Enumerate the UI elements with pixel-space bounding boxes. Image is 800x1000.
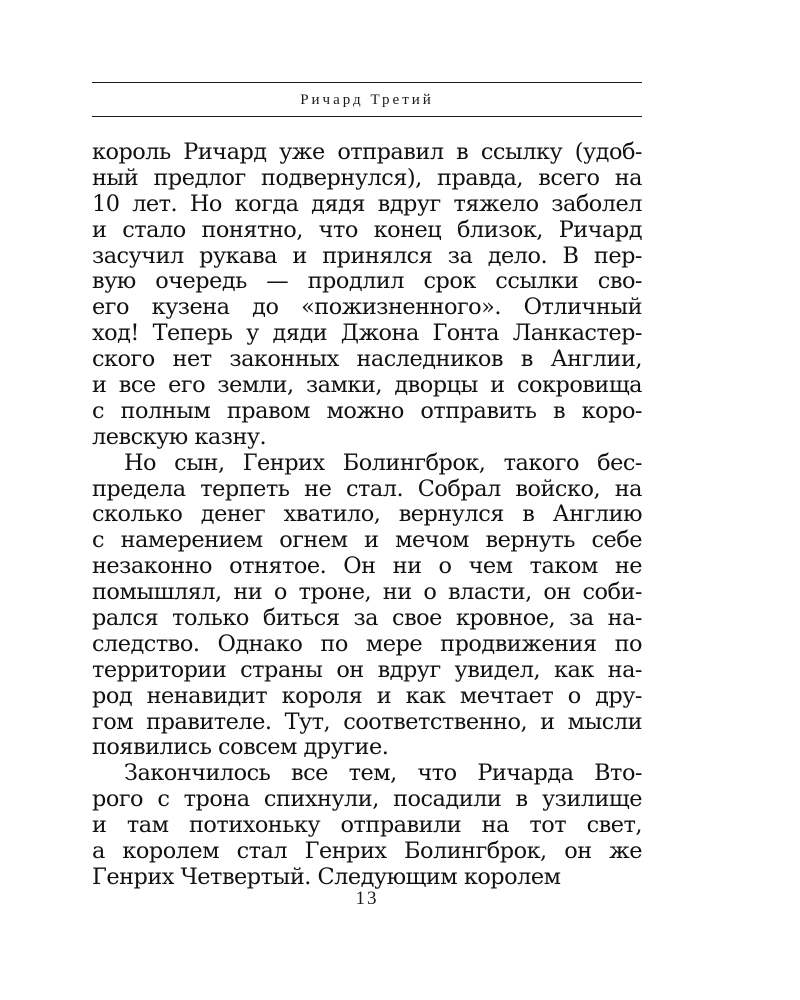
- text-line: его кузена до «пожизненного». Отличный: [92, 294, 642, 321]
- header-rule-top: [92, 82, 642, 83]
- paragraph: [92, 451, 642, 762]
- text-line: следство. Однако по мере продвижения по: [92, 630, 642, 657]
- text-line: засучил рукава и принялся за дело. В пер-: [92, 242, 642, 269]
- text-line: ход! Теперь у дяди Джона Гонта Ланкастер-: [92, 320, 642, 347]
- text-line: и все его земли, замки, дворцы и сокровища: [92, 372, 642, 399]
- body-text: [92, 140, 642, 891]
- text-line: сколько денег хватило, вернулся в Англию: [92, 501, 642, 528]
- text-line: и стало понятно, что конец близок, Ричард: [92, 216, 642, 243]
- text-line: рого с трона спихнули, посадили в узилище: [92, 786, 642, 813]
- text-line: левскую казну.: [92, 423, 267, 450]
- text-line: территории страны он вдруг увидел, как на-: [92, 656, 642, 683]
- text-line: предела терпеть не стал. Собрал войско, на: [92, 475, 642, 502]
- text-line: с намерением огнем и мечом вернуть себе: [92, 527, 642, 554]
- text-line: ный предлог подвернулся), правда, всего на: [92, 164, 642, 191]
- paragraph: [92, 761, 642, 890]
- page-number: 13: [355, 888, 379, 909]
- text-line: Генрих Четвертый. Следующим королем: [92, 863, 561, 890]
- header-rule-bottom: [92, 116, 642, 117]
- text-line: вую очередь — продлил срок ссылки сво-: [92, 268, 642, 295]
- text-line: ского нет законных наследников в Англии,: [92, 346, 642, 373]
- text-line: незаконно отнятое. Он ни о чем таком не: [92, 553, 642, 580]
- text-line: 10 лет. Но когда дядя вдруг тяжело заболел: [92, 190, 642, 217]
- paragraph: [92, 140, 642, 451]
- text-line: король Ричард уже отправил в ссылку (удоб-: [92, 139, 642, 165]
- text-line: род ненавидит короля и как мечтает о дру-: [92, 682, 642, 709]
- text-line: помышлял, ни о троне, ни о власти, он соби-: [92, 579, 642, 606]
- text-line: Но сын, Генрих Болингброк, такого бес-: [124, 449, 642, 476]
- text-line: Закончилось все тем, что Ричарда Вто-: [124, 760, 642, 787]
- running-head: Ричард Третий: [300, 92, 434, 108]
- text-line: появились совсем другие.: [92, 734, 389, 761]
- text-line: рался только биться за свое кровное, за на-: [92, 605, 642, 632]
- text-line: гом правителе. Тут, соответственно, и мысли: [92, 708, 642, 735]
- text-line: а королем стал Генрих Болингброк, он же: [92, 838, 642, 865]
- text-line: и там потихоньку отправили на тот свет,: [92, 812, 642, 839]
- text-line: с полным правом можно отправить в коро-: [92, 397, 642, 424]
